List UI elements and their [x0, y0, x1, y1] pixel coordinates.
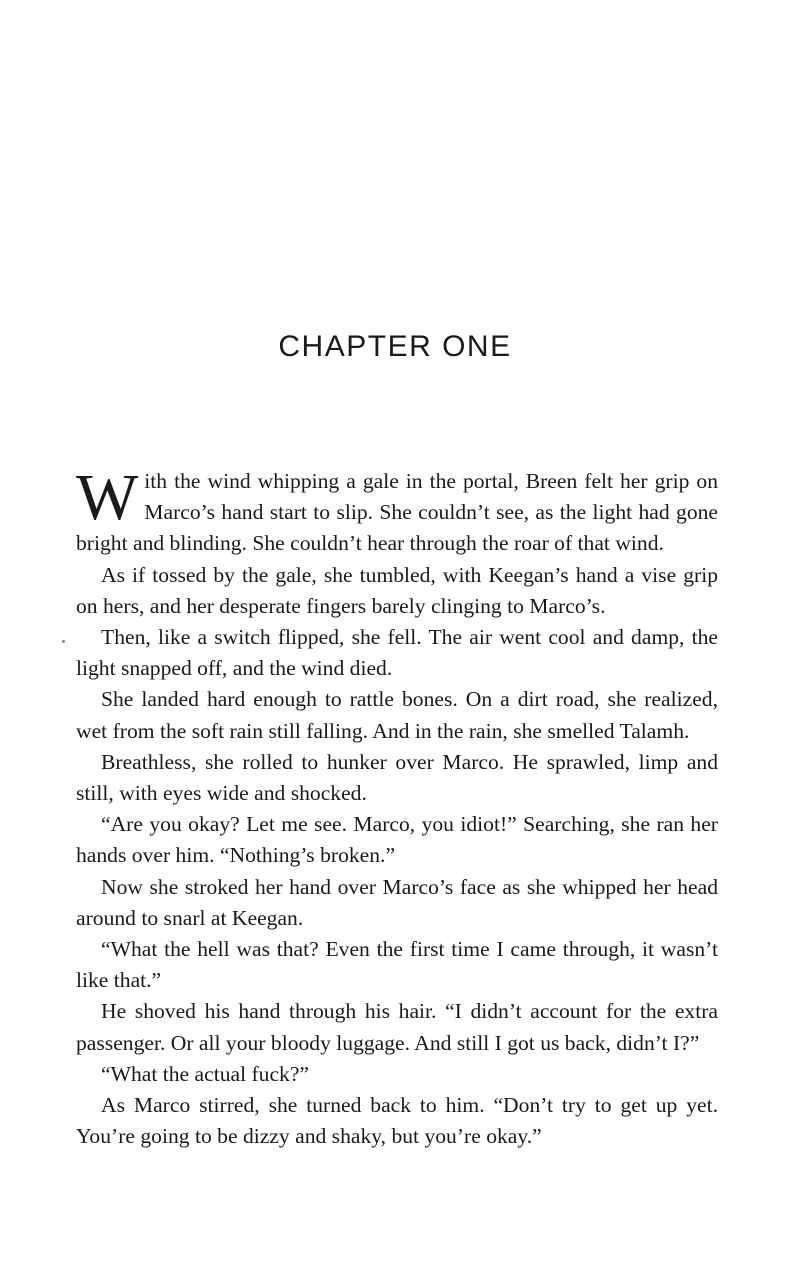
chapter-body [76, 461, 718, 1152]
paragraph-10: “What the actual fuck?” [101, 1061, 310, 1086]
paragraph-6: “Are you okay? Let me see. Marco, you idiot!” Searching, she ran her hands over him. “Nothing’s broken.” [76, 812, 718, 868]
stray-ink-mark [62, 640, 65, 643]
paragraph-4: She landed hard enough to rattle bones. On a dirt road, she realized, wet from the soft rain still falling. And in the rain, she smelled Talamh. [76, 687, 718, 743]
paragraph-2: As if tossed by the gale, she tumbled, with Keegan’s hand a vise grip on hers, and her desperate fingers barely clinging to Marco’s. [76, 562, 718, 618]
paragraph-9: He shoved his hand through his hair. “I didn’t account for the extra passenger. Or all your bloody luggage. And still I got us back, didn’t I?” [76, 999, 718, 1055]
paragraph-8: “What the hell was that? Even the first time I came through, it wasn’t like that.” [76, 937, 718, 993]
paragraph-1 [76, 461, 718, 560]
paragraph-3: Then, like a switch flipped, she fell. The air went cool and damp, the light snapped off, and the wind died. [76, 625, 718, 681]
paragraph-7: Now she stroked her hand over Marco’s face as she whipped her head around to snarl at Keegan. [76, 874, 718, 930]
chapter-title: CHAPTER ONE [278, 330, 512, 363]
paragraph-11: As Marco stirred, she turned back to him. “Don’t try to get up yet. You’re going to be dizzy and shaky, but you’re okay.” [76, 1093, 718, 1149]
drop-cap: W [76, 461, 139, 534]
paragraph-1-text: ith the wind whipping a gale in the portal, Breen felt her grip on Marco’s hand start to slip. She couldn’t see, as the light had gone bright and blinding. She couldn’t hear through the roar of that wind. [76, 469, 718, 556]
paragraph-5: Breathless, she rolled to hunker over Marco. He sprawled, limp and still, with eyes wide and shocked. [76, 749, 718, 806]
